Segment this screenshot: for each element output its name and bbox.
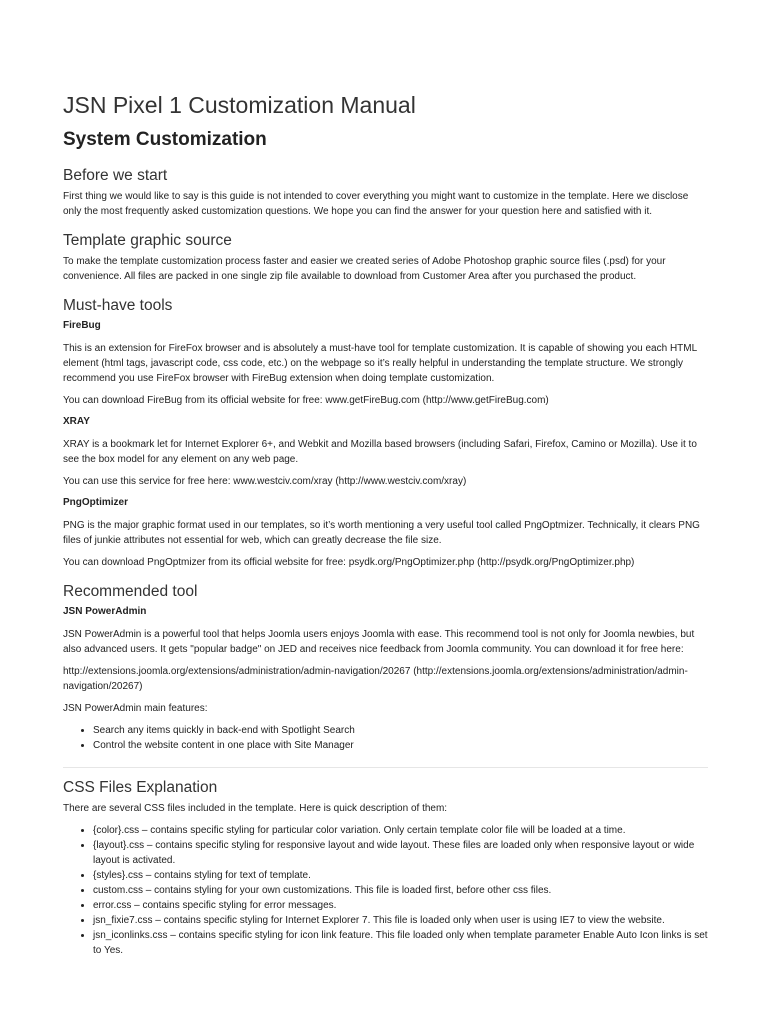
tools-heading: Must-have tools <box>63 297 173 314</box>
pngoptimizer-desc: PNG is the major graphic format used in our templates, so it’s worth mentioning a very useful tool called PngOptmizer. Technically, it clears PNG files of junkie attributes not essential for web, which can greatly decrease the file size. <box>63 520 700 546</box>
xray-download: You can use this service for free here: www.westciv.com/xray (http://www.westciv.com/xray) <box>63 476 467 487</box>
xray-title: XRAY <box>63 416 90 427</box>
before-start-heading: Before we start <box>63 167 168 184</box>
pngoptimizer-title: PngOptimizer <box>63 497 129 508</box>
css-heading: CSS Files Explanation <box>63 779 218 796</box>
poweradmin-link: http://extensions.joomla.org/extensions/administration/admin-navigation/20267 (http://extensions.joomla.org/extensions/administration/admin-navigation/20267) <box>63 666 688 692</box>
list-item: • Search any items quickly in back-end with Spotlight Search <box>93 723 708 738</box>
list-item: • {styles}.css – contains styling for text of template. <box>93 868 708 883</box>
css-intro: There are several CSS files included in the template. Here is quick description of them: <box>63 803 448 814</box>
list-item: • {layout}.css – contains specific styling for responsive layout and wide layout. These files are loaded only when responsive layout or wide layout is activated. <box>93 838 708 868</box>
poweradmin-features-list <box>63 723 708 753</box>
graphic-source-section <box>63 231 708 284</box>
graphic-source-heading: Template graphic source <box>63 232 232 249</box>
poweradmin-desc: JSN PowerAdmin is a powerful tool that helps Joomla users enjoys Joomla with ease. This recommend tool is not only for Joomla newbies, but also advanced users. It gets "popular badge" on JED and receives nice feedback from Joomla community. You can download it for free here: <box>63 629 695 655</box>
graphic-source-text: To make the template customization process faster and easier we created series of Adobe Photoshop graphic source files (.psd) for your convenience. All files are packed in one single zip file available to download from Customer Area after you purchased the product. <box>63 256 666 282</box>
doc-title: JSN Pixel 1 Customization Manual <box>63 92 416 118</box>
poweradmin-features-label: JSN PowerAdmin main features: <box>63 703 208 714</box>
list-item: • jsn_iconlinks.css – contains specific styling for icon link feature. This file loaded only when template parameter Enable Auto Icon links is set to Yes. <box>93 928 708 958</box>
before-start-text: First thing we would like to say is this guide is not intended to cover everything you might want to customize in the template. Here we disclose only the most frequently asked customization questions. We hope you can find the answer for your question here and satisfied with it. <box>63 191 689 217</box>
recommended-heading: Recommended tool <box>63 583 198 600</box>
section-title: System Customization <box>63 129 267 150</box>
list-item: • {color}.css – contains specific styling for particular color variation. Only certain template color file will be loaded at a time. <box>93 823 708 838</box>
section-divider <box>63 767 708 768</box>
firebug-desc: This is an extension for FireFox browser and is absolutely a must-have tool for template customization. It is capable of showing you each HTML element (html tags, javascript code, css code, etc.) on the webpage so it’s really helpful in understanding the template structure. We strongly recommend you use FireFox browser with FireBug extension when doing template customization. <box>63 343 697 384</box>
recommended-section <box>63 582 708 753</box>
firebug-download: You can download FireBug from its official website for free: www.getFireBug.com (http://www.getFireBug.com) <box>63 395 549 406</box>
pngoptimizer-download: You can download PngOptmizer from its official website for free: psydk.org/PngOptimizer.php (http://psydk.org/PngOptimizer.php) <box>63 557 635 568</box>
xray-desc: XRAY is a bookmark let for Internet Explorer 6+, and Webkit and Mozilla based browsers (including Safari, Firefox, Camino or Mozilla). Use it to see the box model for any element on any web page. <box>63 439 697 465</box>
document-page <box>63 90 708 966</box>
list-item: • custom.css – contains styling for your own customizations. This file is loaded first, before other css files. <box>93 883 708 898</box>
css-files-list <box>63 823 708 958</box>
poweradmin-title: JSN PowerAdmin <box>63 606 147 617</box>
list-item: • Control the website content in one place with Site Manager <box>93 738 708 753</box>
before-start-section <box>63 166 708 219</box>
firebug-title: FireBug <box>63 320 101 331</box>
list-item: • jsn_fixie7.css – contains specific styling for Internet Explorer 7. This file is loaded only when user is using IE7 to view the website. <box>93 913 708 928</box>
list-item: • error.css – contains specific styling for error messages. <box>93 898 708 913</box>
tools-section <box>63 296 708 570</box>
css-section <box>63 778 708 958</box>
